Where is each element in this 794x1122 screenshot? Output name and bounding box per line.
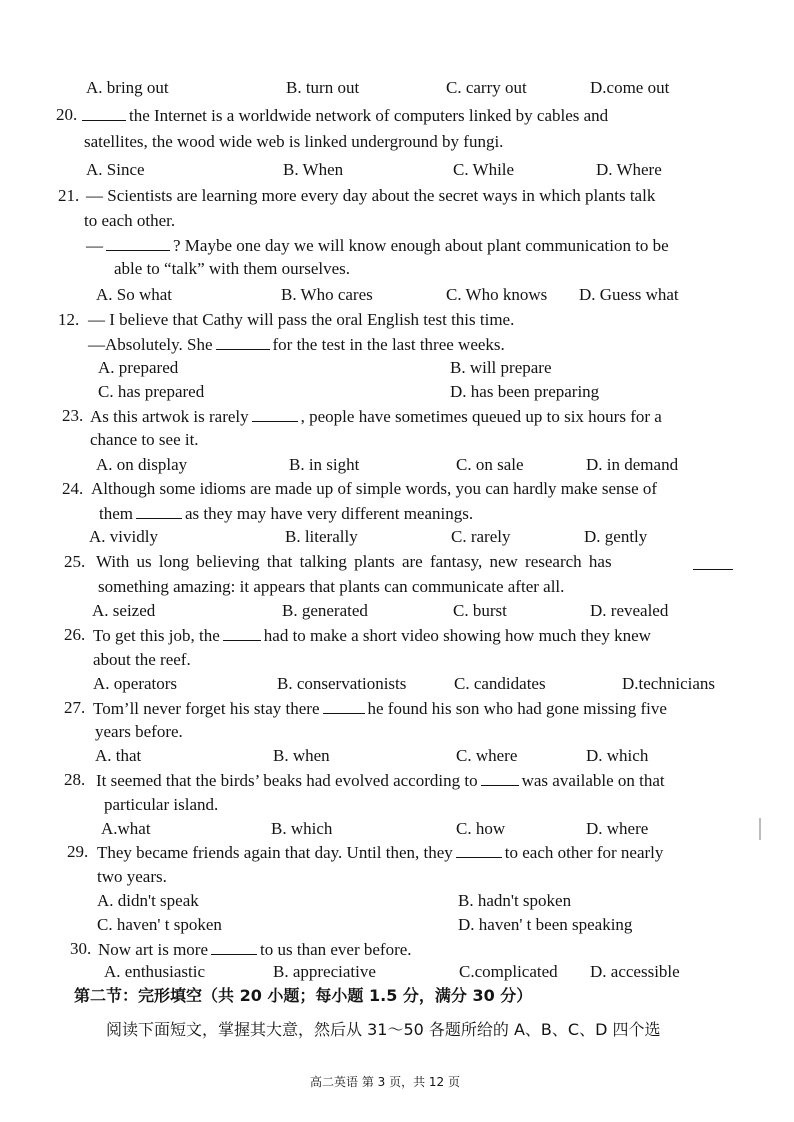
question-text: to each other for nearly (504, 843, 664, 862)
option-c: C. carry out (446, 78, 527, 97)
answer-blank (216, 334, 270, 350)
question-text: As this artwok is rarely (90, 407, 249, 426)
dash: — (86, 236, 103, 255)
page-footer: 高二英语 第 3 页，共 12 页 (310, 1075, 460, 1089)
question-text: ? Maybe one day we will know enough about plant communication to be (173, 236, 669, 255)
option-a: A. Since (86, 160, 145, 179)
option-c: C. on sale (456, 455, 524, 474)
section-heading: 第二节：完形填空（共 20 小题；每小题 1.5 分，满分 30 分） (74, 986, 533, 1005)
question-text: for the test in the last three weeks. (272, 335, 505, 354)
option-a: A. So what (96, 285, 173, 304)
question-text: —Absolutely. She (88, 335, 213, 354)
question-text: the Internet is a worldwide network of computers linked by cables and (129, 106, 609, 125)
option-a: A. seized (92, 601, 156, 620)
option-c: C.complicated (459, 962, 558, 981)
option-d: D. Guess what (579, 285, 679, 304)
question-number: 20. (56, 105, 78, 124)
question-number: 24. (62, 479, 84, 498)
answer-blank (693, 554, 733, 570)
question-text: satellites, the wood wide web is linked underground by fungi. (84, 132, 504, 151)
answer-blank (323, 698, 365, 714)
answer-blank (252, 406, 298, 422)
option-a: A. prepared (98, 358, 179, 377)
option-b: B. generated (282, 601, 368, 620)
option-c: C. candidates (454, 674, 546, 693)
question-text: about the reef. (93, 650, 191, 669)
question-text: them (99, 504, 133, 523)
question-number: 21. (58, 186, 80, 205)
option-b: B. which (271, 819, 333, 838)
question-number: 28. (64, 770, 86, 789)
option-a: A. on display (96, 455, 188, 474)
question-number: 30. (70, 939, 92, 958)
option-c: C. how (456, 819, 506, 838)
question-text: had to make a short video showing how much they knew (263, 626, 651, 645)
question-text: , people have sometimes queued up to six hours for a (300, 407, 662, 426)
option-b: B. Who cares (281, 285, 373, 304)
option-b: B. hadn't spoken (458, 891, 572, 910)
option-b: B. literally (285, 527, 358, 546)
question-text: something amazing: it appears that plants can communicate after all. (98, 577, 565, 596)
question-number: 12. (58, 310, 80, 329)
option-d: D. Where (596, 160, 662, 179)
option-c: C. Who knows (446, 285, 548, 304)
option-a: A. enthusiastic (104, 962, 206, 981)
option-d: D. gently (584, 527, 648, 546)
option-c: C. has prepared (98, 382, 205, 401)
option-c: C. rarely (451, 527, 511, 546)
answer-blank (481, 770, 519, 786)
option-a: A. vividly (89, 527, 158, 546)
option-c: C. While (453, 160, 515, 179)
option-d: D. where (586, 819, 649, 838)
question-text: particular island. (104, 795, 219, 814)
answer-blank (456, 842, 502, 858)
section-instruction: 阅读下面短文，掌握其大意，然后从 31～50 各题所给的 A、B、C、D 四个选 (106, 1020, 661, 1039)
option-d: D. in demand (586, 455, 679, 474)
question-text: he found his son who had gone missing five (367, 699, 667, 718)
question-number: 29. (67, 842, 89, 861)
question-text: was available on that (521, 771, 665, 790)
answer-blank (211, 939, 257, 955)
option-d: D. has been preparing (450, 382, 600, 401)
option-a: A. operators (93, 674, 178, 693)
option-a: A. that (95, 746, 142, 765)
scan-mark (759, 818, 761, 840)
answer-blank (106, 235, 170, 251)
option-b: B. will prepare (450, 358, 552, 377)
question-text: They became friends again that day. Until then, they (97, 843, 453, 862)
option-d: D.technicians (622, 674, 715, 693)
question-text: chance to see it. (90, 430, 199, 449)
question-text: — I believe that Cathy will pass the oral English test this time. (88, 310, 515, 329)
option-b: B. When (283, 160, 344, 179)
option-b: B. turn out (286, 78, 360, 97)
option-c: C. haven' t spoken (97, 915, 222, 934)
option-d: D. which (586, 746, 649, 765)
question-text: as they may have very different meanings. (185, 504, 474, 523)
option-a: A. bring out (86, 78, 169, 97)
question-text: It seemed that the birds’ beaks had evolved according to (96, 771, 478, 790)
question-number: 26. (64, 625, 86, 644)
option-d: D.come out (590, 78, 670, 97)
option-b: B. in sight (289, 455, 360, 474)
option-c: C. burst (453, 601, 507, 620)
question-text: to us than ever before. (260, 940, 412, 959)
question-number: 27. (64, 698, 86, 717)
question-text: years before. (95, 722, 183, 741)
answer-blank (223, 625, 261, 641)
question-text: — Scientists are learning more every day about the secret ways in which plants talk (86, 186, 656, 205)
option-b: B. conservationists (277, 674, 407, 693)
question-text: Although some idioms are made up of simple words, you can hardly make sense of (91, 479, 658, 498)
option-d: D. haven' t been speaking (458, 915, 633, 934)
option-b: B. appreciative (273, 962, 376, 981)
option-d: D. revealed (590, 601, 669, 620)
question-number: 25. (64, 552, 86, 571)
option-a: A.what (101, 819, 151, 838)
question-text: two years. (97, 867, 167, 886)
question-text: To get this job, the (93, 626, 220, 645)
answer-blank (82, 105, 126, 121)
option-b: B. when (273, 746, 330, 765)
option-a: A. didn't speak (97, 891, 199, 910)
question-number: 23. (62, 406, 84, 425)
question-text: to each other. (84, 211, 176, 230)
answer-blank (136, 503, 182, 519)
question-text: Now art is more (98, 940, 209, 959)
option-d: D. accessible (590, 962, 680, 981)
question-text: Tom’ll never forget his stay there (93, 699, 320, 718)
option-c: C. where (456, 746, 518, 765)
question-text: With us long believing that talking plants are fantasy, new research has (96, 552, 612, 571)
question-text: able to “talk” with them ourselves. (114, 259, 351, 278)
